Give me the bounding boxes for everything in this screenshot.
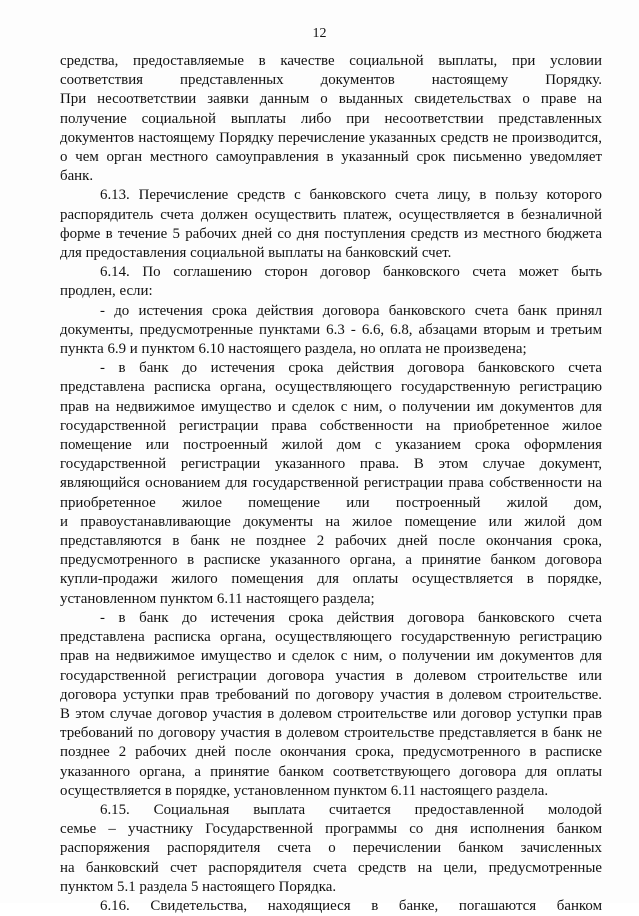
text-line: При несоответствии заявки данным о выданных свидетельствах о праве на	[60, 91, 602, 108]
text-line: - до истечения срока действия договора банковского счета банк принял	[100, 302, 602, 319]
text-line: получение социальной выплаты либо при несоответствии представленных	[60, 110, 602, 127]
text-line: о чем орган местного самоуправления в указанный срок письменно уведомляет	[60, 149, 602, 166]
text-line: 6.14. По соглашению сторон договор банковского счета может быть	[100, 264, 602, 281]
text-line: и правоустанавливающие документы на жилое помещение или жилой дом	[60, 513, 602, 530]
text-line: семье – участнику Государственной программы со дня исполнения банком	[60, 821, 602, 838]
document-body	[60, 52, 602, 916]
text-line: государственной регистрации договора участия в долевом строительстве или	[60, 667, 602, 684]
page-number: 12	[312, 26, 327, 41]
paragraph-p-6-15	[60, 801, 602, 897]
text-line: распоряжения распорядителя счета о перечислении банком зачисленных	[60, 840, 602, 857]
text-line: 6.16. Свидетельства, находящиеся в банке, погашаются банком	[100, 897, 602, 914]
text-line: представлена расписка органа, осуществляющего государственную регистрацию	[60, 629, 602, 646]
text-line: на банковский счет распорядителя счета средств на цели, предусмотренные	[60, 859, 602, 876]
paragraph-p-6-14-c	[60, 609, 602, 801]
text-line: распорядитель счета должен осуществить платеж, осуществляется в безналичной	[60, 206, 602, 223]
text-line: прав на недвижимое имущество и сделок с ним, о получении им документов для	[60, 648, 602, 665]
paragraph-p-continuation	[60, 52, 602, 186]
text-line: государственной регистрации указанного права. В этом случае документ,	[60, 456, 602, 473]
text-line: форме в течение 5 рабочих дней со дня поступления средств из местного бюджета	[60, 225, 602, 242]
text-line: позднее 2 рабочих дней после окончания срока, предусмотренного в расписке	[60, 744, 602, 761]
text-line: предусмотренного в расписке указанного органа, а принятие банком договора	[60, 552, 602, 569]
text-line: установленном пунктом 6.11 настоящего раздела;	[60, 590, 375, 607]
text-line: осуществляется в порядке, установленном пунктом 6.11 настоящего раздела.	[60, 782, 549, 799]
text-line: документы, предусмотренные пунктами 6.3 - 6.6, 6.8, абзацами вторым и третьим	[60, 321, 602, 338]
text-line: 6.13. Перечисление средств с банковского счета лицу, в пользу которого	[100, 187, 602, 204]
text-line: договора уступки прав требований по договору участия в долевом строительстве.	[60, 686, 602, 703]
text-line: 6.15. Социальная выплата считается предоставленной молодой	[100, 801, 602, 818]
text-line: соответствия представленных документов настоящему Порядку.	[60, 72, 602, 89]
text-line: документов настоящему Порядку перечисление указанных средств не производится,	[60, 129, 602, 146]
text-line: приобретенное жилое помещение или построенный жилой дом,	[60, 494, 602, 511]
text-line: банк.	[60, 168, 94, 185]
text-line: являющийся основанием для государственной регистрации права собственности на	[60, 475, 602, 492]
text-line: В этом случае договор участия в долевом строительстве или договор уступки прав	[60, 705, 602, 722]
paragraph-p-6-14	[60, 263, 602, 301]
text-line: средства, предоставляемые в качестве социальной выплаты, при условии	[60, 53, 602, 69]
text-line: пункта 6.9 и пунктом 6.10 настоящего раздела, но оплата не произведена;	[60, 341, 527, 358]
text-line: - в банк до истечения срока действия договора банковского счета	[100, 609, 602, 626]
paragraph-p-6-14-b	[60, 359, 602, 609]
text-line: государственной регистрации права собственности на приобретенное жилое	[60, 417, 602, 434]
text-line: представляются в банк не позднее 2 рабочих дней после окончания срока,	[60, 533, 602, 550]
paragraph-p-6-14-a	[60, 302, 602, 360]
paragraph-p-6-16	[60, 897, 602, 916]
text-line: пунктом 5.1 раздела 5 настоящего Порядка.	[60, 878, 337, 895]
text-line: купли-продажи жилого помещения для оплаты осуществляется в порядке,	[60, 571, 602, 588]
text-line: прав на недвижимое имущество и сделок с ним, о получении им документов для	[60, 398, 602, 415]
paragraph-p-6-13	[60, 186, 602, 263]
text-line: представлена расписка органа, осуществляющего государственную регистрацию	[60, 379, 602, 396]
text-line: указанного органа, а принятие банком соответствующего договора для оплаты	[60, 763, 602, 780]
text-line: продлен, если:	[60, 283, 153, 300]
text-line: - в банк до истечения срока действия договора банковского счета	[100, 360, 602, 377]
text-line: для предоставления социальной выплаты на банковский счет.	[60, 245, 452, 262]
text-line: требований по договору участия в долевом строительстве представляется в банк не	[60, 725, 602, 742]
text-line: помещение или построенный жилой дом с указанием срока оформления	[60, 437, 602, 454]
